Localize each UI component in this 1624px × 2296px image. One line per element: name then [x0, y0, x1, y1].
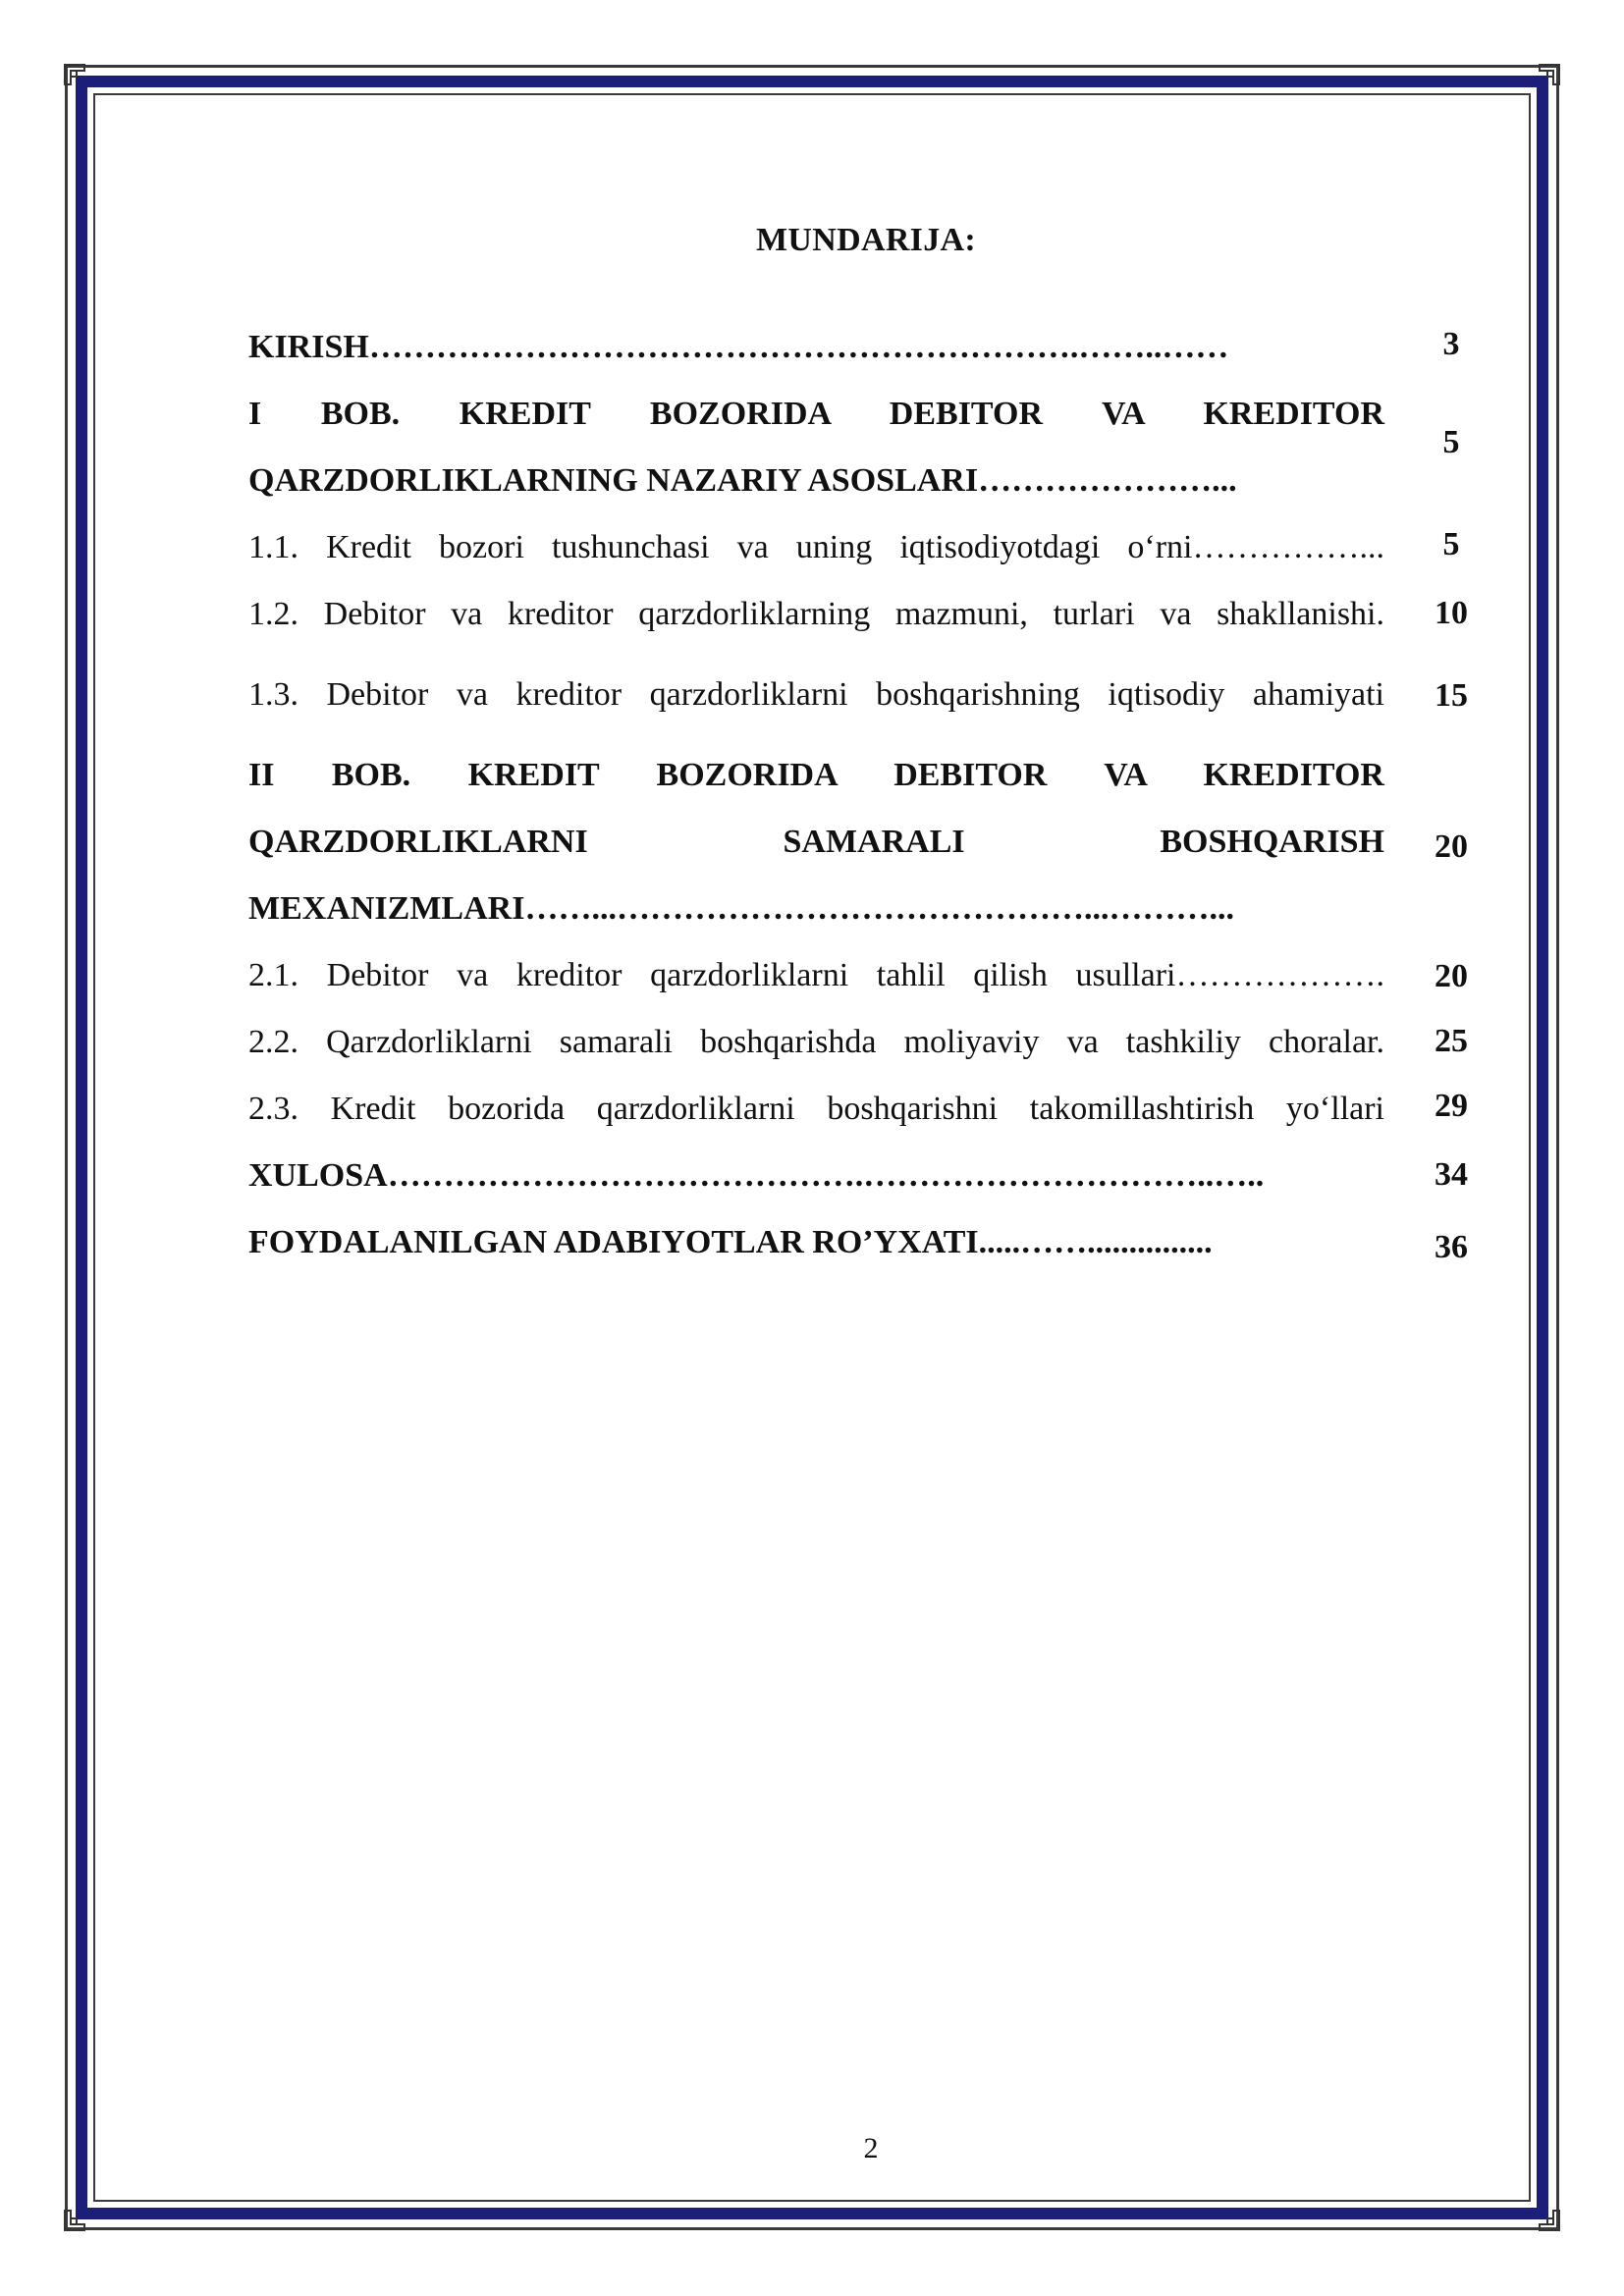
toc-entry-text: 2.3. Kredit bozorida qarzdorliklarni boshqarishni takomillashtirish yo‘llari — [248, 1091, 1384, 1127]
toc-entry-1-2[interactable] — [248, 581, 1486, 648]
toc-page-number: 25 — [1435, 1023, 1468, 1059]
toc-entry-text: 2.1. Debitor va kreditor qarzdorliklarni tahlil qilish usullari………………. — [248, 957, 1384, 993]
toc-entry-text: KIRISH……………………………………………………….……..…… — [248, 329, 1229, 365]
toc-page-number: 20 — [1435, 828, 1468, 865]
toc-page-number: 5 — [1442, 526, 1460, 562]
toc-entry-text: 1.3. Debitor va kreditor qarzdorliklarni boshqarishning iqtisodiy ahamiyati — [248, 676, 1384, 713]
toc-entry-chapter-2[interactable] — [248, 742, 1486, 942]
toc-entry-kirish[interactable] — [248, 314, 1486, 381]
toc-page-number: 36 — [1435, 1229, 1468, 1265]
toc-entry-text: 2.2. Qarzdorliklarni samarali boshqarishda moliyaviy va tashkiliy choralar. — [248, 1024, 1384, 1060]
toc-entry-1-3[interactable] — [248, 662, 1486, 728]
toc-entry-text: 1.2. Debitor va kreditor qarzdorliklarning mazmuni, turlari va shakllanishi. — [248, 596, 1384, 632]
toc-entry-2-1[interactable] — [248, 942, 1486, 1009]
toc-entry-2-3[interactable] — [248, 1076, 1486, 1143]
toc-page-number: 15 — [1435, 677, 1468, 714]
toc-page-number: 29 — [1435, 1088, 1468, 1124]
page-title: MUNDARIJA: — [756, 222, 976, 258]
corner-ornament-icon — [1528, 2199, 1561, 2232]
toc-entry-text: FOYDALANILGAN ADABIYOTLAR RO’YXATI.....……............... — [248, 1224, 1213, 1260]
toc-page-number: 34 — [1435, 1156, 1468, 1193]
table-of-contents — [248, 314, 1486, 1265]
toc-entry-chapter-1[interactable] — [248, 381, 1486, 514]
toc-entry-text: XULOSA…………………………………….…………………………..….. — [248, 1157, 1265, 1194]
toc-page-number: 10 — [1435, 595, 1468, 631]
toc-entry-2-2[interactable] — [248, 1009, 1486, 1076]
corner-ornament-icon — [1528, 63, 1561, 96]
toc-entry-text: I BOB. KREDIT BOZORIDA DEBITOR VA KREDITOR QARZDORLIKLARNING NAZARIY ASOSLARI…………………... — [248, 396, 1384, 499]
toc-entry-xulosa[interactable] — [248, 1143, 1486, 1209]
toc-entry-text: II BOB. KREDIT BOZORIDA DEBITOR VA KREDITOR QARZDORLIKLARNI SAMARALI BOSHQARISH MEXANIZMLARI……...……………………………………...………... — [248, 757, 1384, 927]
toc-entry-references[interactable] — [248, 1209, 1486, 1276]
toc-page-number: 5 — [1442, 424, 1460, 460]
toc-page-number: 20 — [1435, 958, 1468, 994]
toc-page-number: 3 — [1442, 326, 1460, 362]
corner-ornament-icon — [63, 2199, 96, 2232]
toc-entry-text: 1.1. Kredit bozori tushunchasi va uning iqtisodiyotdagi o‘rni……………... — [248, 529, 1384, 565]
page-number: 2 — [863, 2132, 879, 2164]
corner-ornament-icon — [63, 63, 96, 96]
toc-entry-1-1[interactable] — [248, 514, 1486, 581]
